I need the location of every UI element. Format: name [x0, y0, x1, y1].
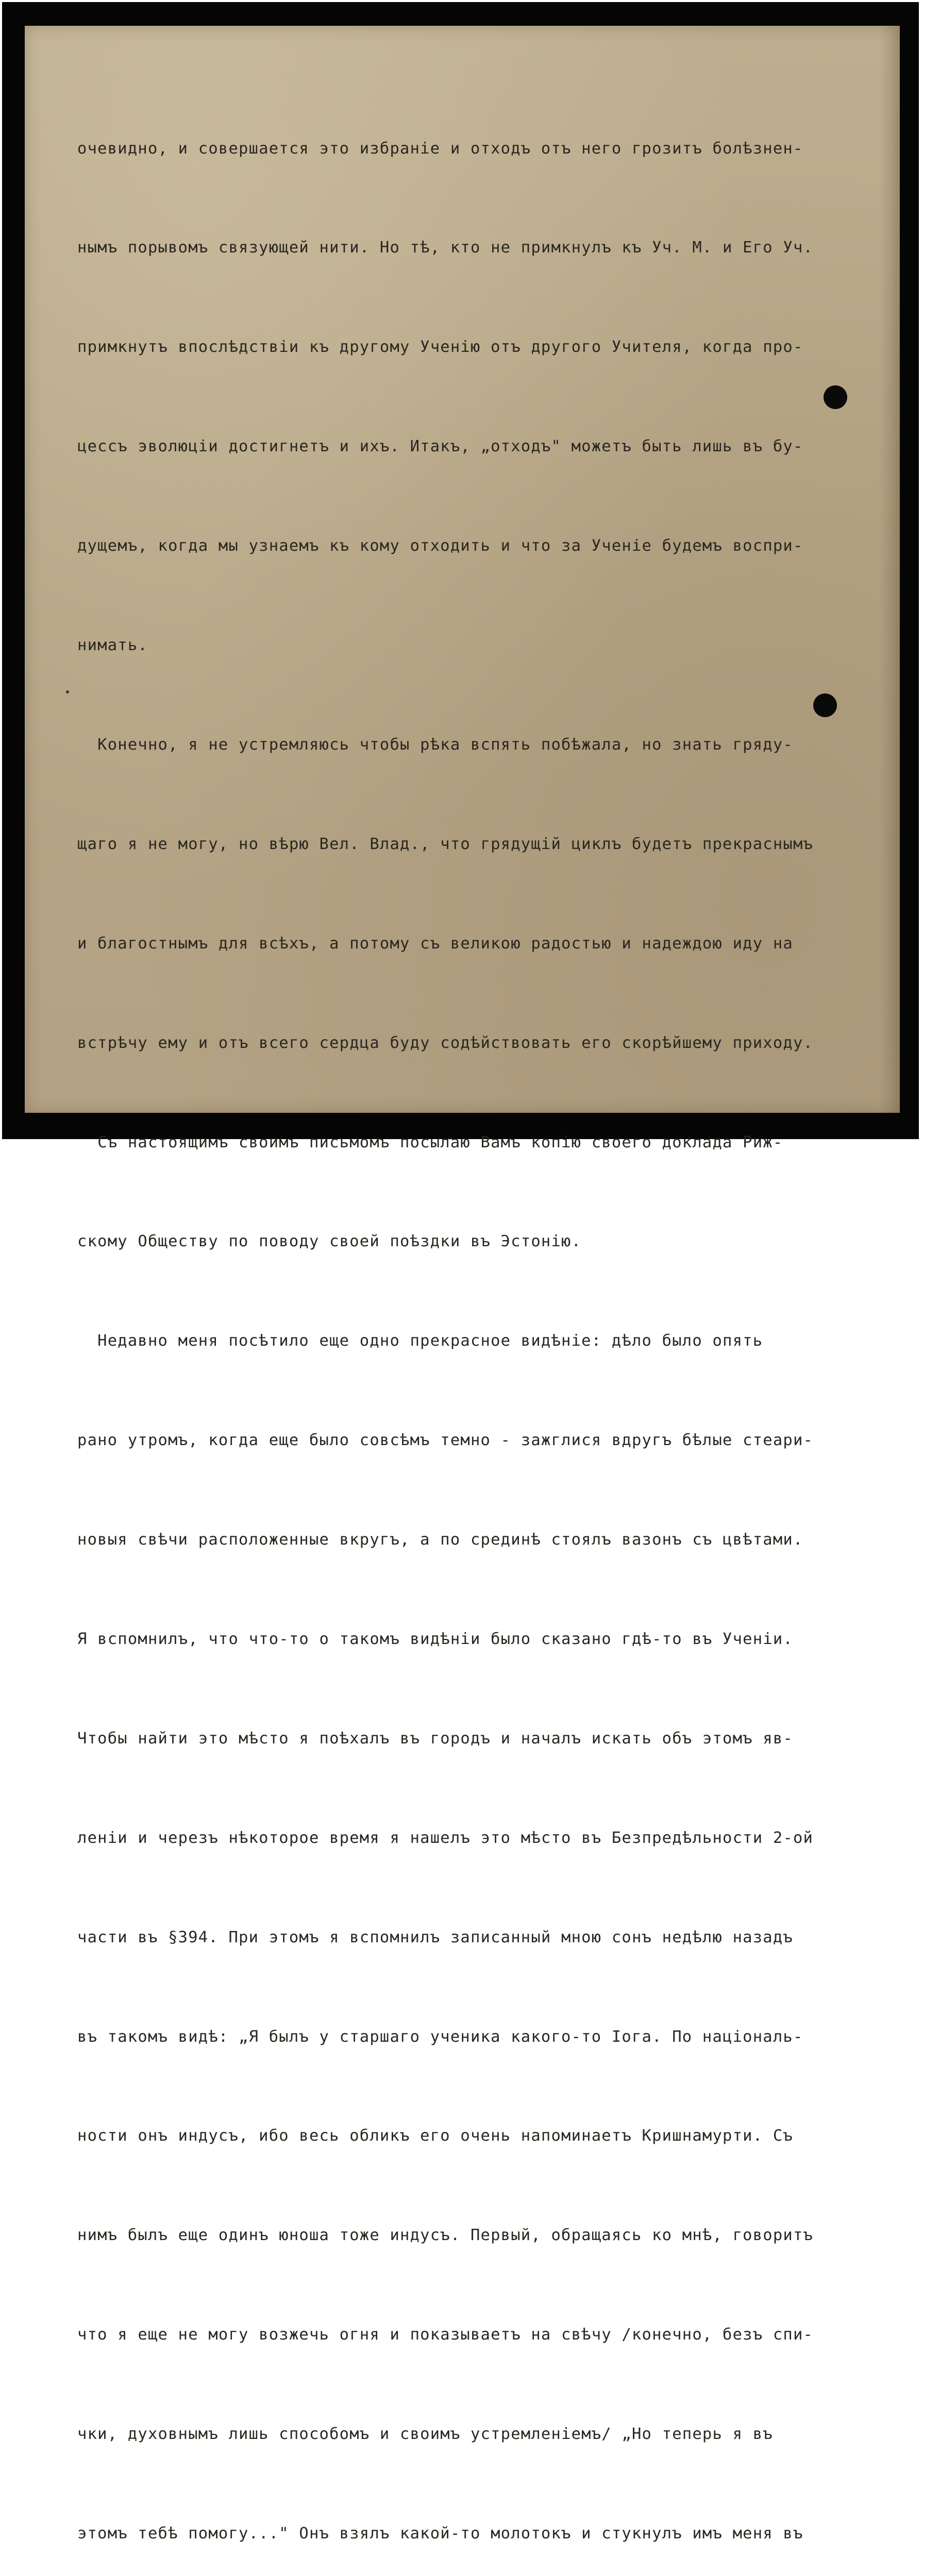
margin-mark — [66, 690, 69, 693]
text-line: рано утромъ, когда еще было совсѣмъ темно - зажглися вдругъ бѣлые стеари- — [77, 1431, 814, 1450]
text-line: и благостнымъ для всѣхъ, а потому съ великою радостью и надеждою иду на — [77, 934, 793, 953]
text-line: Съ настоящимъ своимъ письмомъ посылаю Вамъ копію своего доклада Риж- — [77, 1133, 783, 1151]
text-line: щаго я не могу, но вѣрю Вел. Влад., что грядущій циклъ будетъ прекраснымъ — [77, 835, 814, 853]
text-line: этомъ тебѣ помогу..." Онъ взялъ какой-то молотокъ и стукнулъ имъ меня въ — [77, 2524, 803, 2543]
text-line: Чтобы найти это мѣсто я поѣхалъ въ городъ и началъ искать объ этомъ яв- — [77, 1729, 793, 1748]
text-line: новыя свѣчи расположенные вкругъ, а по срединѣ стоялъ вазонъ съ цвѣтами. — [77, 1531, 803, 1549]
text-line: что я еще не могу возжечь огня и показываетъ на свѣчу /конечно, безъ спи- — [77, 2326, 814, 2344]
text-line: чки, духовнымъ лишь способомъ и своимъ устремленіемъ/ „Но теперь я въ — [77, 2425, 773, 2444]
text-line: Конечно, я не устремляюсь чтобы рѣка вспять побѣжала, но знать гряду- — [77, 735, 793, 754]
text-line: нымъ порывомъ связующей нити. Но тѣ, кто не примкнулъ къ Уч. М. и Его Уч. — [77, 239, 814, 257]
text-line: очевидно, и совершается это избраніе и отходъ отъ него грозитъ болѣзнен- — [77, 139, 803, 158]
punch-hole — [824, 385, 847, 409]
text-line: части въ §394. При этомъ я вспомнилъ записанный мною сонъ недѣлю назадъ — [77, 1928, 793, 1946]
text-line: примкнутъ впослѣдствіи къ другому Ученію отъ другого Учителя, когда про- — [77, 338, 803, 357]
text-line: Я вспомнилъ, что что-то о такомъ видѣніи было сказано гдѣ-то въ Ученіи. — [77, 1630, 793, 1648]
text-line: ности онъ индусъ, ибо весь обликъ его очень напоминаетъ Кришнамурти. Съ — [77, 2127, 793, 2145]
text-line: встрѣчу ему и отъ всего сердца буду содѣйствовать его скорѣйшему приходу. — [77, 1033, 814, 1052]
text-line: цессъ эволюціи достигнетъ и ихъ. Итакъ, „отходъ" можетъ быть лишь въ бу- — [77, 437, 803, 456]
text-line: въ такомъ видѣ: „Я былъ у старшаго ученика какого-то Іога. По національ- — [77, 2027, 803, 2046]
text-line: дущемъ, когда мы узнаемъ къ кому отходить и что за Ученіе будемъ воспри- — [77, 537, 803, 555]
punch-hole — [813, 693, 837, 717]
text-line: скому Обществу по поводу своей поѣздки въ Эстонію. — [77, 1232, 582, 1251]
text-line: леніи и черезъ нѣкоторое время я нашелъ это мѣсто въ Безпредѣльности 2-ой — [77, 1828, 814, 1847]
typed-text-body — [77, 66, 881, 2576]
text-line: Недавно меня посѣтило еще одно прекрасное видѣніе: дѣло было опять — [77, 1332, 763, 1350]
page-edge-shadow — [879, 26, 900, 1113]
text-line: нимъ былъ еще одинъ юноша тоже индусъ. Первый, обращаясь ко мнѣ, говоритъ — [77, 2226, 814, 2245]
text-line: нимать. — [77, 636, 148, 655]
